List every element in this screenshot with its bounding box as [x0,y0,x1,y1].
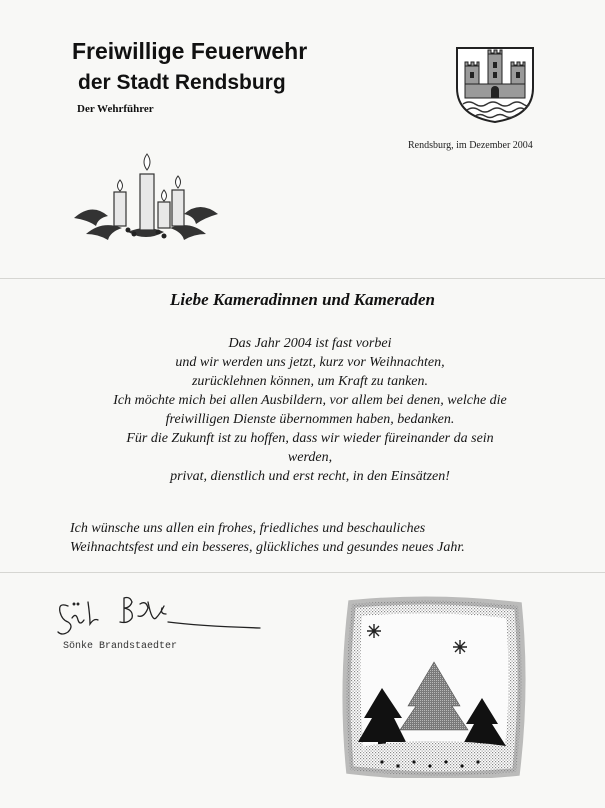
place-and-date: Rendsburg, im Dezember 2004 [408,140,533,151]
paper-fold-line [0,278,605,279]
organization-city: der Stadt Rendsburg [78,71,286,94]
closing-line: Weihnachtsfest und ein besseres, glückliches und gesundes neues Jahr. [70,540,465,555]
letter-closing [70,519,570,557]
letter-body [40,334,580,486]
body-line: werden, [287,450,333,465]
body-line: privat, dienstlich und erst recht, in den Einsätzen! [170,469,450,484]
body-line: und wir werden uns jetzt, kurz vor Weihnachten, [175,355,445,370]
closing-line: Ich wünsche uns allen ein frohes, friedliches und beschauliches [70,521,426,536]
body-line: zurücklehnen können, um Kraft zu tanken. [191,374,428,389]
winter-trees-snowflakes-icon [342,596,526,778]
body-line: Für die Zukunft ist zu hoffen, dass wir wieder füreinander da sein [126,431,494,446]
body-line: Das Jahr 2004 ist fast vorbei [228,336,392,351]
handwritten-signature [52,592,267,642]
body-line: Ich möchte mich bei allen Ausbildern, vor allem bei denen, welche die [113,393,507,408]
letter-greeting: Liebe Kameradinnen und Kameraden [170,290,435,309]
advent-candles-holly-icon [66,148,226,248]
signer-name: Sönke Brandstaedter [63,641,178,652]
paper-fold-line [0,572,605,573]
city-crest-castle-icon [451,44,539,124]
body-line: freiwilligen Dienste übernommen haben, bedanken. [165,412,455,427]
sender-role: Der Wehrführer [77,103,154,115]
organization-name: Freiwillige Feuerwehr [72,38,308,64]
